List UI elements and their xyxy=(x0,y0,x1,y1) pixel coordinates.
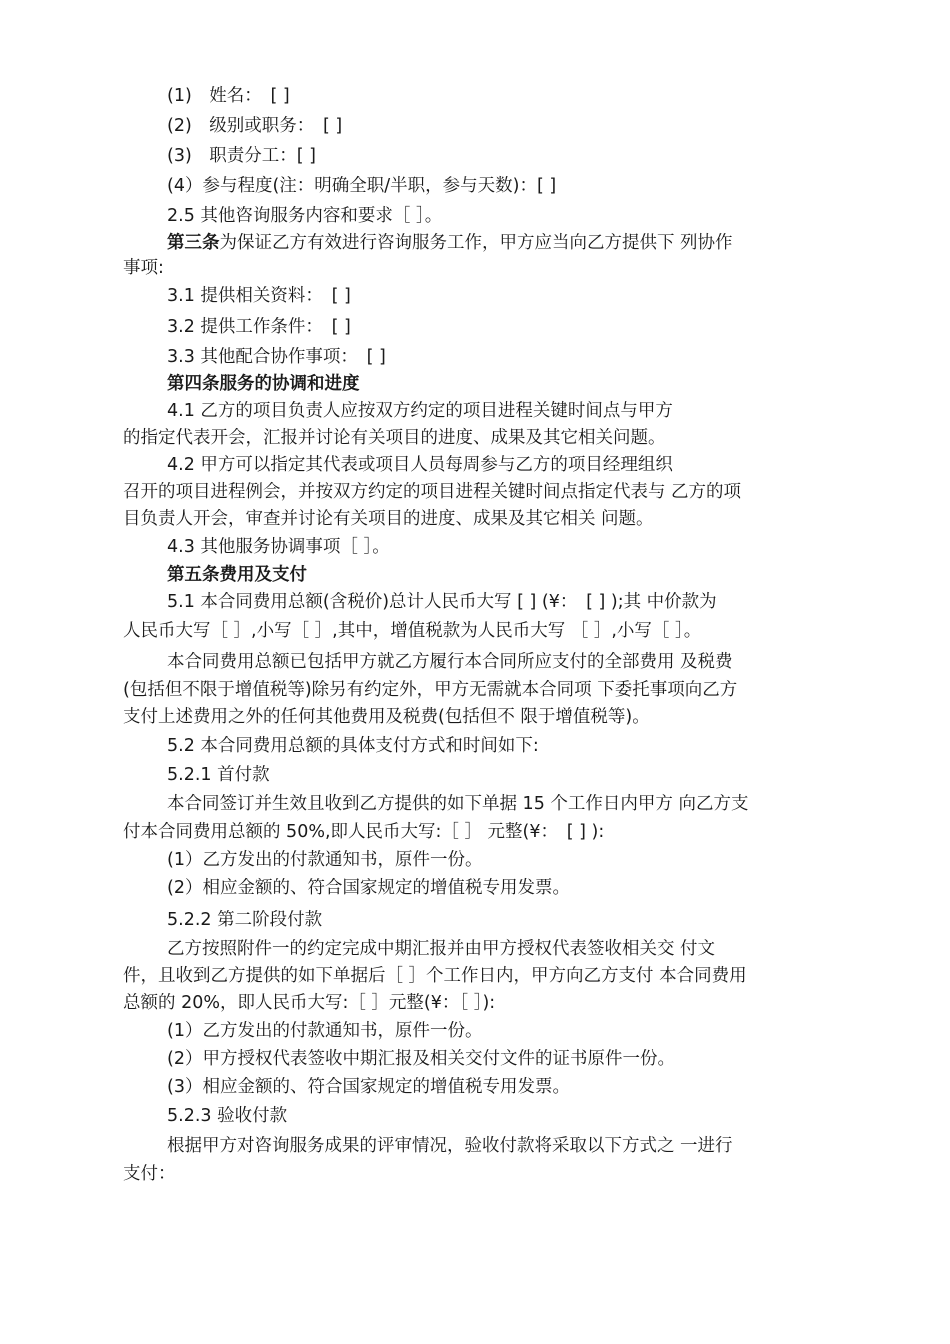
doc-line: 件，且收到乙方提供的如下单据后［ ］个工作日内，甲方向乙方支付 本合同费用 xyxy=(123,966,747,986)
doc-line: 人民币大写［ ］,小写［ ］,其中，增值税款为人民币大写 ［ ］,小写［ ］。 xyxy=(123,621,702,641)
article-heading: 第四条服务的协调和进度 xyxy=(167,374,360,394)
doc-line: 5.2 本合同费用总额的具体支付方式和时间如下: xyxy=(167,736,539,756)
doc-line: 本合同费用总额已包括甲方就乙方履行本合同所应支付的全部费用 及税费 xyxy=(167,652,733,672)
doc-line: 根据甲方对咨询服务成果的评审情况，验收付款将采取以下方式之 一进行 xyxy=(167,1136,733,1156)
article-heading xyxy=(167,231,733,255)
doc-line: 5.2.2 第二阶段付款 xyxy=(167,910,323,930)
article-heading: 第五条费用及支付 xyxy=(167,565,307,585)
doc-line: (4）参与程度(注：明确全职/半职，参与天数)：[ ] xyxy=(167,176,557,196)
article-text: 为保证乙方有效进行咨询服务工作，甲方应当向乙方提供下 列协作 xyxy=(219,233,733,253)
doc-line: 乙方按照附件一的约定完成中期汇报并由甲方授权代表签收相关交 付文 xyxy=(167,939,716,959)
doc-line: (1）乙方发出的付款通知书，原件一份。 xyxy=(167,850,483,870)
doc-line: 3.3 其他配合协作事项： [ ] xyxy=(167,347,386,367)
doc-line: 付本合同费用总额的 50%,即人民币大写:［ ］ 元整(¥： [ ] ): xyxy=(123,822,605,842)
doc-line: 本合同签订并生效且收到乙方提供的如下单据 15 个工作日内甲方 向乙方支 xyxy=(167,794,749,814)
doc-line: 的指定代表开会，汇报并讨论有关项目的进度、成果及其它相关问题。 xyxy=(123,428,666,448)
doc-line: (1）乙方发出的付款通知书，原件一份。 xyxy=(167,1021,483,1041)
doc-line: (3）相应金额的、符合国家规定的增值税专用发票。 xyxy=(167,1077,570,1097)
doc-line: 2.5 其他咨询服务内容和要求［ ］。 xyxy=(167,206,443,226)
doc-line: (3) 职责分工：[ ] xyxy=(167,146,317,166)
doc-line: (包括但不限于增值税等)除另有约定外，甲方无需就本合同项 下委托事项向乙方 xyxy=(123,680,738,700)
doc-line: 3.1 提供相关资料： [ ] xyxy=(167,286,351,306)
doc-line: 3.2 提供工作条件： [ ] xyxy=(167,317,351,337)
doc-line: 5.2.3 验收付款 xyxy=(167,1106,288,1126)
doc-line: (2）甲方授权代表签收中期汇报及相关交付文件的证书原件一份。 xyxy=(167,1049,675,1069)
doc-line: 4.2 甲方可以指定其代表或项目人员每周参与乙方的项目经理组织 xyxy=(167,455,673,475)
doc-line: (2) 级别或职务： [ ] xyxy=(167,116,343,136)
doc-line: 事项: xyxy=(123,258,164,278)
doc-line: (1) 姓名： [ ] xyxy=(167,86,290,106)
doc-line: 支付： xyxy=(123,1164,176,1184)
doc-line: 5.2.1 首付款 xyxy=(167,765,270,785)
doc-line: 目负责人开会，审查并讨论有关项目的进度、成果及其它相关 问题。 xyxy=(123,509,654,529)
doc-line: (2）相应金额的、符合国家规定的增值税专用发票。 xyxy=(167,878,570,898)
doc-line: 4.3 其他服务协调事项［ ］。 xyxy=(167,537,390,557)
doc-line: 支付上述费用之外的任何其他费用及税费(包括但不 限于增值税等)。 xyxy=(123,707,650,727)
article-number: 第三条 xyxy=(167,233,220,253)
doc-line: 召开的项目进程例会，并按双方约定的项目进程关键时间点指定代表与 乙方的项 xyxy=(123,482,742,502)
doc-line: 4.1 乙方的项目负责人应按双方约定的项目进程关键时间点与甲方 xyxy=(167,401,673,421)
doc-line: 总额的 20%，即人民币大写:［ ］元整(¥：［ ］): xyxy=(123,993,496,1013)
doc-line: 5.1 本合同费用总额(含税价)总计人民币大写 [ ] (¥： [ ] );其 中价款为 xyxy=(167,592,717,612)
